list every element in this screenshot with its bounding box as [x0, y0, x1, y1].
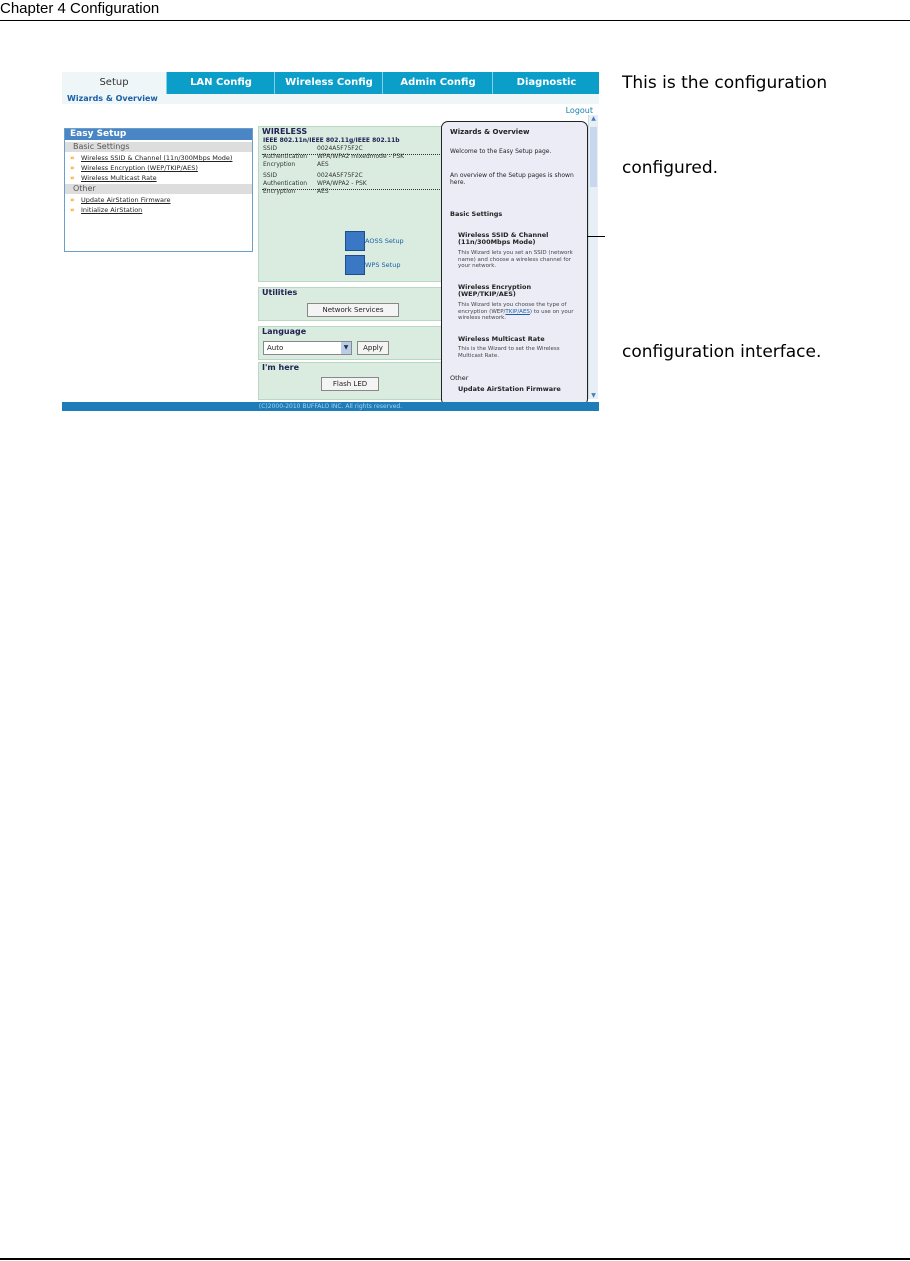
easy-item-label: Wireless SSID & Channel (11n/300Mbps Mode) — [81, 154, 233, 162]
top-nav — [62, 72, 599, 94]
easy-item-encryption[interactable] — [65, 164, 252, 172]
footer-rule — [0, 1258, 910, 1260]
help-update-firmware: Update AirStation Firmware — [458, 385, 561, 393]
double-arrow-icon: » — [70, 174, 75, 182]
language-title: Language — [262, 327, 307, 336]
help-overview: An overview of the Setup pages is shown here. — [450, 172, 574, 186]
easy-item-multicast[interactable] — [65, 174, 252, 182]
wps-icon[interactable] — [345, 255, 365, 275]
apply-button[interactable]: Apply — [357, 341, 389, 355]
sub-nav-wizards[interactable]: Wizards & Overview — [67, 94, 158, 103]
basic-settings-heading: Basic Settings — [65, 142, 252, 152]
tab-lan-config[interactable]: LAN Config — [166, 72, 275, 94]
wireless-value: WPA/WPA2 mixedmode - PSK — [317, 153, 405, 160]
double-arrow-icon: » — [70, 196, 75, 204]
help-multicast-title: Wireless Multicast Rate — [458, 335, 545, 343]
tab-admin-config[interactable]: Admin Config — [382, 72, 493, 94]
wireless-row — [259, 145, 445, 153]
help-text-part: ) to use on your wireless network. — [458, 308, 574, 321]
wireless-key: Encryption — [263, 188, 296, 195]
help-ssid-title: Wireless SSID & Channel (11n/300Mbps Mode) — [458, 231, 549, 246]
side-text-3: configuration interface. — [622, 342, 822, 362]
easy-setup-title: Easy Setup — [65, 129, 252, 140]
easy-setup-panel — [64, 128, 253, 252]
side-text-1: This is the configuration — [622, 73, 828, 93]
easy-item-label: Initialize AirStation — [81, 206, 143, 214]
wireless-row — [259, 180, 445, 188]
easy-item-label: Update AirStation Firmware — [81, 196, 171, 204]
tab-setup[interactable]: Setup — [62, 72, 166, 94]
utilities-title: Utilities — [262, 288, 298, 297]
callout-line — [587, 236, 605, 237]
copyright: (C)2000-2010 BUFFALO INC. All rights reserved. — [258, 403, 403, 410]
wireless-value: WPA/WPA2 - PSK — [317, 180, 367, 187]
wireless-key: Authentication — [263, 153, 308, 160]
config-screenshot — [62, 72, 599, 411]
help-encryption-text — [458, 302, 582, 322]
wireless-value: 0024A5F75F2C — [317, 172, 363, 179]
help-encryption-title: Wireless Encryption (WEP/TKIP/AES) — [458, 283, 532, 298]
wireless-row — [259, 161, 445, 169]
wireless-title: WIRELESS — [262, 127, 308, 136]
wireless-key: Encryption — [263, 161, 296, 168]
leader-line — [262, 154, 442, 155]
tkip-aes-link[interactable]: TKIP/AES — [505, 308, 530, 315]
easy-item-label: Wireless Encryption (WEP/TKIP/AES) — [81, 164, 198, 172]
double-arrow-icon: » — [70, 164, 75, 172]
chapter-title: Chapter 4 Configuration — [0, 0, 160, 17]
wireless-panel — [258, 126, 446, 282]
sub-nav — [62, 94, 599, 104]
side-text-2: configured. — [622, 158, 719, 178]
scroll-down-icon[interactable]: ▼ — [591, 392, 596, 399]
help-other-heading: Other — [450, 374, 469, 382]
help-panel — [441, 121, 588, 406]
language-panel — [258, 326, 446, 360]
wireless-key: Authentication — [263, 180, 308, 187]
language-select[interactable] — [263, 341, 352, 355]
double-arrow-icon: » — [70, 206, 75, 214]
wireless-value: AES — [317, 161, 329, 168]
page-header — [0, 0, 910, 21]
other-heading: Other — [65, 184, 252, 194]
wps-setup-link[interactable]: WPS Setup — [365, 261, 401, 269]
im-here-title: I'm here — [262, 363, 300, 372]
scroll-up-icon[interactable]: ▲ — [591, 115, 596, 122]
wireless-key: SSID — [263, 145, 278, 152]
help-scrollbar[interactable] — [588, 115, 598, 399]
help-title: Wizards & Overview — [450, 128, 530, 136]
easy-item-ssid[interactable] — [65, 154, 252, 162]
tab-wireless-config[interactable]: Wireless Config — [274, 72, 383, 94]
wireless-key: SSID — [263, 172, 278, 179]
tab-diagnostic[interactable]: Diagnostic — [492, 72, 599, 94]
double-arrow-icon: » — [70, 154, 75, 162]
utilities-panel — [258, 287, 446, 321]
scroll-thumb[interactable] — [590, 127, 597, 187]
wireless-value: 0024A5F75F2C — [317, 145, 363, 152]
help-intro: Welcome to the Easy Setup page. — [450, 148, 552, 155]
im-here-panel — [258, 362, 446, 400]
flash-led-button[interactable]: Flash LED — [321, 377, 379, 391]
aoss-setup-link[interactable]: AOSS Setup — [365, 237, 404, 245]
chevron-down-icon: ▼ — [341, 342, 351, 354]
easy-item-initialize[interactable] — [65, 206, 252, 214]
help-multicast-text: This is the Wizard to set the Wireless Multicast Rate. — [458, 346, 560, 359]
easy-item-label: Wireless Multicast Rate — [81, 174, 157, 182]
footer-bar — [62, 402, 599, 411]
wireless-value: AES — [317, 188, 329, 195]
help-ssid-text: This Wizard lets you set an SSID (network name) and choose a wireless channel for your network. — [458, 250, 573, 269]
easy-item-update-firmware[interactable] — [65, 196, 252, 204]
logout-link[interactable]: Logout — [565, 106, 593, 115]
wireless-row — [259, 172, 445, 180]
help-text-part: This Wizard lets you choose the type of encryption (WEP/ — [458, 302, 567, 315]
leader-line — [262, 189, 442, 190]
wireless-mode: IEEE 802.11n/IEEE 802.11g/IEEE 802.11b — [263, 137, 400, 144]
network-services-button[interactable]: Network Services — [307, 303, 399, 317]
help-basic-heading: Basic Settings — [450, 210, 503, 218]
language-value: Auto — [267, 344, 284, 352]
aoss-icon[interactable] — [345, 231, 365, 251]
